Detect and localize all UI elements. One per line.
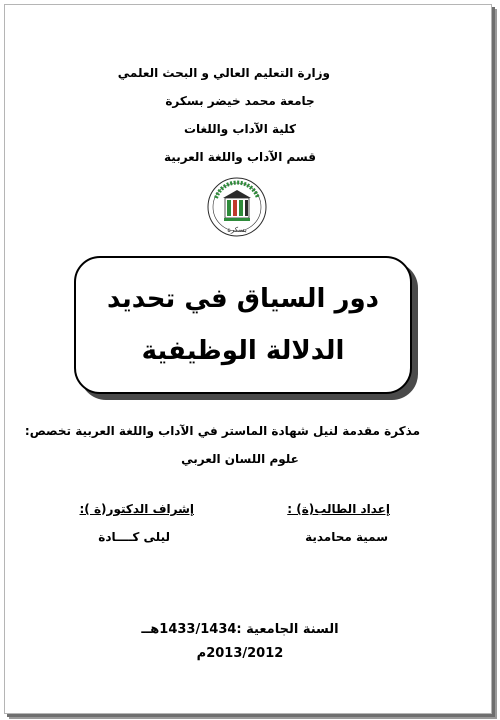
thesis-title-line-2: الدلالة الوظيفية [141,336,345,366]
university-name: جامعة محمد خيضر بسكرة [165,94,315,108]
student-name: سمية محامدية [305,530,388,544]
supervisor-name: ليلى كــــادة [98,530,170,544]
student-label: إعداد الطالب(ة) : [287,502,390,516]
thesis-title-box [74,256,412,394]
thesis-title-line-1: دور السياق في تحديد [106,284,379,314]
department-name: قسم الآداب واللغة العربية [164,150,316,164]
university-seal-icon [206,176,268,242]
academic-year-gregorian: 2013/2012م [196,646,284,661]
ministry-name: وزارة التعليم العالي و البحث العلمي [117,66,330,80]
thesis-description: مذكرة مقدمة لنيل شهادة الماستر في الآداب واللغة العربية تخصص: [24,424,420,438]
logo-city-text: بسكرة [227,226,247,234]
academic-year-hijri: السنة الجامعية :1433/1434هــ [141,622,339,637]
supervisor-label: إشراف الدكتور(ة ): [79,502,194,516]
specialization: علوم اللسان العربي [181,452,299,466]
faculty-name: كلية الآداب واللغات [183,122,297,136]
